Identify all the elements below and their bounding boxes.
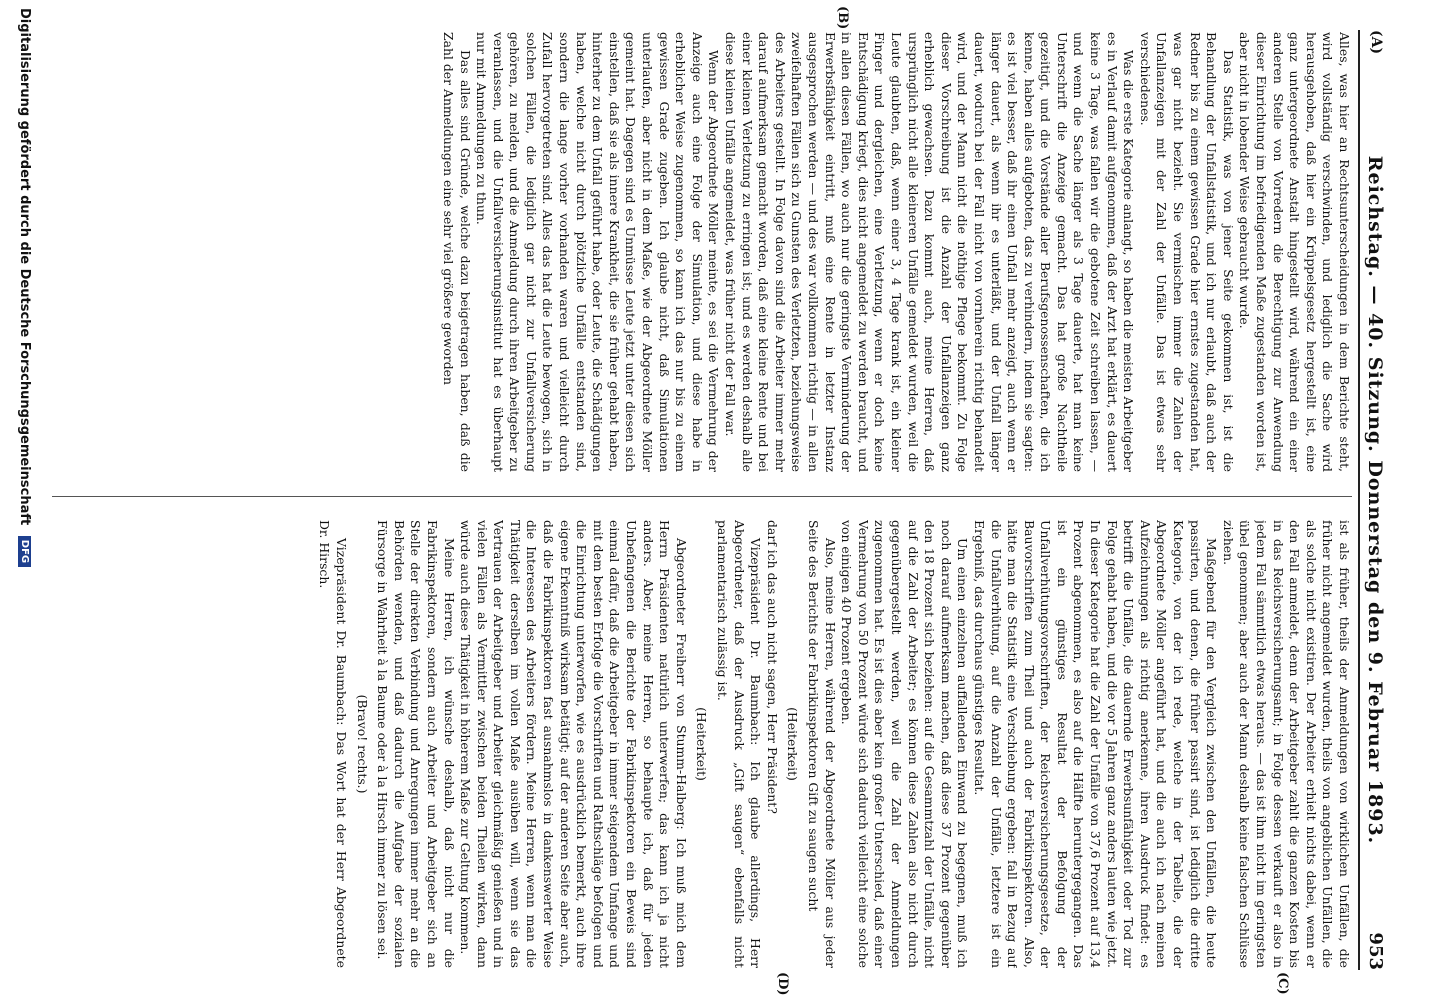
paragraph: Was die erste Kategorie anlangt, so haben die meisten Arbeitgeber es in Verlauf damit aufgenommen, daß der Arzt hat erklärt, es dauert keine 3 Tage, was fallen wir die gebotene Zeit schreiben lassen, — und wenn die Sache länger als 3 Tage dauerte, hat man keine Unterschrift die Anzeige gemacht. Das hat große Nachtheile gezeitigt, und die Vorstände aller Berufsgenossenschaften, die ich kenne, haben alles aufgeboten, das zu verhindern, indem sie sagten: es ist viel besser, daß ihr einen Unfall mehr anzeigt, auch wenn er länger dauert, als wenn ihr es unterläßt, und der Unfall länger dauert, wodurch bei der Fall nicht von vornherein richtig behandelt wird, und der Mann nicht die nöthige Pflege bekommt. Zu Folge dieser Vorschreibung ist die Anzahl der Unfallanzeigen ganz erheblich gewachsen. Dazu kommt auch, meine Herren, daß ursprünglich nicht alle kleineren Unfälle gemeldet wurden, weil die Leute glaubten, daß, wenn einer 3, 4 Tage krank ist, ein kleiner Finger und dergleichen, eine Verletzung, wenn er doch keine Entschädigung kriegt, dies nicht angemeldet zu werden braucht, und in allen diesen Fällen, wo auch nur die geringste Verminderung der Erwerbsfähigkeit eintritt, muß eine Rente in letzter Instanz ausgesprochen werden — und des war vollkommen richtig — in allen zweifelhaften Fällen sich zu Gunsten des Verletzten, beziehungsweise des Arbeiters gestellt. In Folge davon sind die Arbeiter immer mehr darauf aufmerksam gemacht worden, daß eine kleine Rente und bei einer kleinen Verletzung zu erringen ist; und es werden deshalb alle diese kleinen Unfälle angemeldet, was früher nicht der Fall war. (723, 32, 1137, 472)
margin-marker-c: (C) (1275, 972, 1290, 995)
paragraph: Meine Herren, ich wünsche deshalb, daß nicht nur die Fabrikinspektoren, sondern auch Arbeiter und Arbeitgeber sich an Stelle der direkten Verbindung und Anregungen immer mehr an die Behörden wenden, und daß dadurch die Aufgabe der sozialen Fürsorge in Wahrheit à la Baume oder à la Hirsch immer zu lösen sei. (375, 520, 457, 968)
paragraph: Maßgebend für den Vergleich zwischen den Unfällen, die heute passirten, und denen, die früher passirt sind, ist lediglich die dritte Kategorie, von der ich rede, welche in der Tabelle, die der Abgeordnete Möller angeführt hat, und die auch ich nach meinen Aufzeichnungen als richtig anerkenne, ihren Ausdruck findet: es betrifft die Unfälle, die dauernde Erwerbsunfähigkeit oder Tod zur Folge gehabt haben, und die vor 5 Jahren ganz anders lauten wie jetzt. In dieser Kategorie hat die Zahl der Unfälle von 37,6 Prozent auf 13,4 Prozent abgenommen, es also auf die Hälfte heruntergegangen. Das ist ein günstiges Resultat der Befolgung der Unfallverhütungsvorschriften, der Reichsversicherungsgesetze, der Bauvorschriften zum Theil und auch der Fabrikinspektoren. Also, hätte man die Statistik eine Verschiebung ergeben: fall in Bezug auf die Unfallverhütung, auf die Anzahl der Unfälle, letztere ist ein Ergebniß, das durchaus günstiges Resultat. (971, 520, 1220, 968)
margin-marker-d: (D) (775, 972, 790, 996)
page-title: Reichstag. — 40. Sitzung. Donnerstag den 9. Februar 1893. (1364, 155, 1386, 845)
paragraph: Um einen einzelnen auffallenden Einwand zu begegnen, muß ich noch darauf aufmerksam machen, daß diese 37 Prozent gegenüber den 18 Prozent sich beziehen: auf die Gesammtzahl der Unfälle, nicht auf die Zahl der Arbeiter; es können diese Zahlen also nicht durch gegenübergestellt werden, weil die Zahl der Anmeldungen zugenommen hat. Es ist dies aber kein großer Unterschied, daß einer Vermehrung von 50 Prozent würde sich dadurch vielleicht eine solche von einigen 40 Prozent ergeben. (839, 520, 971, 968)
page-header (1358, 30, 1388, 970)
digitization-footer (6, 0, 32, 1000)
paragraph: Das Statistik, was von jener Seite gekommen ist, ist die Behandlung der Unfallstatistik, und ich nur erlaubt, daß auch der Redner bis zu einem gewissen Grade hier ernstes zugestanden hat, was gar nicht bezieht. Sie vermischen immer die Zahlen der Unfallanzeigen mit der Zahl der Unfälle. Das ist etwas sehr verschiedenes. (1137, 32, 1236, 472)
paragraph: Das alles sind Gründe, welche dazu beigetragen haben, daß die Zahl der Anmeldungen eine sehr viel größere geworden (440, 32, 473, 472)
paragraph: Also, meine Herren, während der Abgeordnete Möller aus jeder Seite des Berichts der Fabrikinspektoren Gift zu saugen sucht (806, 520, 838, 968)
footer-text: Digitalisierung gefördert durch die Deutsche Forschungsgemeinschaft (17, 8, 32, 526)
interjection: (Heiterkeit) (694, 707, 710, 781)
speaker-paragraph: Vizepräsident Dr. Baumbach: Ich glaube allerdings, Herr Abgeordneter, daß der Ausdruck „Gift saugen“ ebenfalls nicht parlamentarisch zulässig ist. (715, 520, 764, 968)
paragraph: darf ich das auch nicht sagen, Herr Präsident? (764, 520, 780, 814)
dfg-logo: DFG (18, 536, 31, 567)
paragraph: ist als früher, theils der Anmeldungen von wirklichen Unfällen, die früher nicht angemeldet wurden, theils von angeblichen Unfällen, die als solche nicht existiren. Der Arbeiter erhielt nichts dabei, wenn er den Fall anmeldet, denn der Arbeitgeber zahlt die ganzen Kosten bis in das Reichsversicherungsamt; in Folge dessen verkauft er also in jedem Fall sämmtlich etwas heraus. — das ist ihm nicht im geringsten übel genommen; aber auch der Mann deshalb keine falschen Schlüsse ziehen. (1220, 520, 1352, 968)
section-marker-a: (A) (1368, 30, 1384, 55)
speaker-paragraph: Vizepräsident Dr. Baumbach: Das Wort hat der Herr Abgeordnete Dr. Hirsch. (317, 520, 349, 968)
left-column (52, 32, 1352, 472)
interjection: (Heiterkeit) (785, 707, 801, 781)
speaker-paragraph: Abgeordneter Freiherr von Stumm-Halberg: Ich muß mich dem Herrn Präsidenten natürlich unterwerfen; das kann ich ja nicht anders. Aber, meine Herren, so behaupte ich, daß für jeden Unbefangenen die Berichte der Fabrikinspektoren ein Beweis sind einmal dafür, daß die Arbeitgeber in immer steigendem Umfange und mit dem besten Erfolge die Vorschriften und Rathschläge befolgen und die Einrichtung unterworfen, wie es ausdrücklich bemerkt, auch ihre eigene Erkenntniß wirksam betätigt; auf der anderen Seite aber auch, daß die Fabrikinspektoren fast ausnahmslos in dankenswerter Weise die Interessen des Arbeiters fördern. Meine Herren, wenn man die Thätigkeit derselben im vollen Maße ausüben will, wenn sie das Vertrauen der Arbeitgeber und Arbeiter gleichmäßig genießen und in vielen Fällen als Vermittler zwischen beiden Theilen wirken, dann würde auch diese Thätigkeit in höherem Maße zur Geltung kommen. (458, 520, 689, 968)
right-column (52, 520, 1352, 968)
interjection: (Bravo! rechts.) (354, 694, 370, 794)
margin-marker-b: (B) (835, 6, 850, 30)
paragraph: Alles, was hier an Rechtsunterscheidungen in dem Berichte steht, wird vollständig verschwinden, und lediglich die Sache wird herausgehoben, daß hier ein Krüppelsgesetz hergestellt ist, eine ganz untergeordnete Anstalt hingestellt wird, während ein einer anderen Stelle von Vorredern die Berechtigung zur Anwendung dieser Einrichtung im befriedigenden Maße zugestanden worden ist, aber nicht in lobender Weise gebraucht wurde. (1237, 32, 1352, 472)
column-divider (52, 496, 1352, 497)
paragraph: Wenn der Abgeordnete Möller meinte, es sei die Vermehrung der Anzeige auch eine Folge der Simulation, und diese habe in erheblicher Weise zugenommen, so kann ich das nur bis zu einem gewissen Grade zugeben. Ich glaube nicht, daß Simulationen unterlaufen, aber nicht in dem Maße, wie der Abgeordnete Möller gemeint hat. Dagegen sind es Unmüsse Leute jetzt unter diesen sich einstellen, daß sie als innere Krankheit, die sie früher gehabt haben, hinterher zu dem Unfall geführt habe, oder Leute, die Schädigungen haben, welche nicht durch plötzliche Unfälle entstanden sind, sondern die lange vorher vorhanden waren und vielleicht durch Zufall hervorgetreten sind. Alles das hat die Leute bewogen, sich in solchen Fällen, die lediglich gar nicht zur Unfallversicherung gehören, zu melden, und die Anmeldung durch ihren Arbeitgeber zu veranlassen, und die Unfallversicherungsinstitut hat es überhaupt nur mit Anmeldungen zu thun. (474, 32, 722, 472)
page-number: 953 (1365, 932, 1386, 970)
